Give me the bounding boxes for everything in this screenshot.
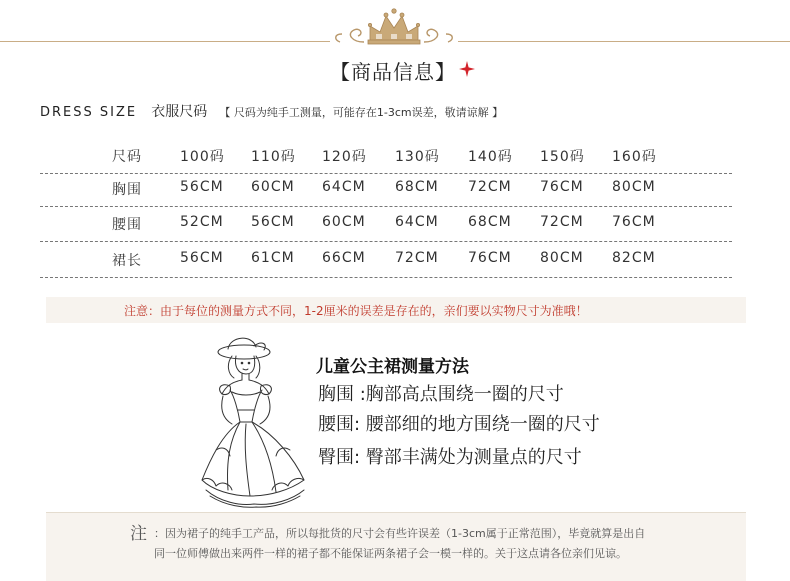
table-cell: 130码: [395, 149, 440, 165]
method-title: 儿童公主裙测量方法: [316, 357, 469, 377]
table-cell: 64CM: [395, 214, 439, 230]
header-rule-left: [0, 41, 330, 42]
table-cell: 60CM: [322, 214, 366, 230]
method-line-chest: 胸围 :胸部高点围绕一圈的尺寸: [318, 384, 564, 405]
table-cell: 160码: [612, 149, 657, 165]
footer-note-label: 注: [130, 524, 147, 544]
table-cell: 72CM: [395, 250, 439, 266]
size-subtitle: [40, 101, 503, 119]
table-cell: 68CM: [395, 179, 439, 195]
row-divider: [40, 277, 732, 278]
row-label: 裙长: [112, 253, 142, 269]
warning-text: 注意：由于每位的测量方式不同，1-2厘米的误差是存在的，亲们要以实物尺寸为准哦！: [124, 304, 588, 318]
table-cell: 80CM: [540, 250, 584, 266]
princess-dress-sketch-icon: [192, 330, 317, 508]
method-line-waist: 腰围: 腰部细的地方围绕一圈的尺寸: [318, 414, 600, 435]
subtitle-note: 【 尺码为纯手工测量，可能存在1-3cm误差，敬请谅解 】: [219, 106, 504, 119]
table-row: [40, 242, 732, 278]
method-line-hip: 臀围: 臀部丰满处为测量点的尺寸: [318, 447, 582, 468]
page-title: 【商品信息】: [330, 60, 456, 84]
row-label: 胸围: [112, 182, 142, 198]
table-cell: 56CM: [180, 179, 224, 195]
table-cell: 76CM: [468, 250, 512, 266]
star-icon: [458, 60, 476, 78]
table-cell: 66CM: [322, 250, 366, 266]
row-label: 腰围: [112, 217, 142, 233]
header-rule-right: [458, 41, 790, 42]
table-cell: 56CM: [180, 250, 224, 266]
table-row: [40, 171, 732, 207]
row-label: 尺码: [112, 149, 142, 165]
table-cell: 61CM: [251, 250, 295, 266]
table-cell: 72CM: [540, 214, 584, 230]
table-cell: 140码: [468, 149, 513, 165]
table-cell: 56CM: [251, 214, 295, 230]
table-cell: 80CM: [612, 179, 656, 195]
table-cell: 64CM: [322, 179, 366, 195]
subtitle-chinese: 衣服尺码: [151, 104, 208, 120]
table-row: [40, 138, 732, 174]
table-cell: 150码: [540, 149, 585, 165]
footer-note-line-1: ：因为裙子的纯手工产品，所以每批货的尺寸会有些许误差（1-3cm属于正常范围），毕竟就算是出自: [154, 527, 646, 540]
table-cell: 76CM: [612, 214, 656, 230]
table-cell: 100码: [180, 149, 225, 165]
crown-ornament-icon: [330, 6, 458, 46]
table-cell: 110码: [251, 149, 296, 165]
table-row: [40, 206, 732, 242]
table-cell: 72CM: [468, 179, 512, 195]
table-cell: 76CM: [540, 179, 584, 195]
footer-note-line-2: 同一位师傅做出来两件一样的裙子都不能保证两条裙子会一模一样的。关于这点请各位亲们见谅。: [154, 547, 627, 560]
subtitle-english: DRESS SIZE: [40, 105, 138, 120]
table-cell: 82CM: [612, 250, 656, 266]
table-cell: 52CM: [180, 214, 224, 230]
table-cell: 60CM: [251, 179, 295, 195]
table-cell: 120码: [322, 149, 367, 165]
table-cell: 68CM: [468, 214, 512, 230]
